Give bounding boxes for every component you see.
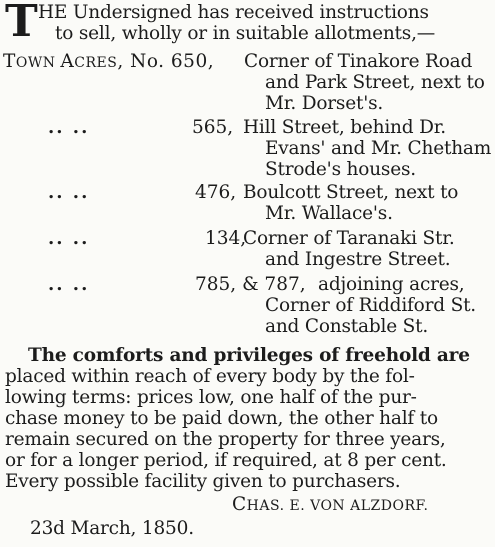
lot-565-line-3: Strode's houses. [265, 159, 416, 180]
terms-line-5: remain secured on the property for three years, [5, 429, 446, 450]
signature: CHAS. E. VON ALZDORF. [232, 494, 429, 515]
lot-number: 785, & 787, [195, 274, 306, 295]
lot-number: 134, [205, 228, 247, 249]
lot-785-line-1: adjoining acres, [318, 274, 465, 295]
town-acres-label: TOWN ACRES, No. 650, [3, 51, 215, 72]
lot-476-line-1: Boulcott Street, next to [243, 182, 459, 203]
lot-476-line-2: Mr. Wallace's. [265, 203, 393, 224]
lot-134-line-2: and Ingestre Street. [265, 249, 451, 270]
terms-line-3: lowing terms: prices low, one half of the pur- [5, 387, 417, 408]
lot-565-line-2: Evans' and Mr. Chetham [265, 138, 492, 159]
terms-line-6: or for a longer period, if required, at 8 per cent. [5, 450, 447, 471]
lot-650-line-1: Corner of Tinakore Road [244, 51, 473, 72]
lot-650-line-2: and Park Street, next to [265, 72, 485, 93]
lot-134-line-1: Corner of Taranaki Str. [243, 228, 455, 249]
terms-line-7: Every possible facility given to purchasers. [5, 471, 401, 492]
intro-line-2: to sell, wholly or in suitable allotments,— [55, 23, 436, 44]
ditto-marks: .. .. [48, 228, 90, 249]
ditto-marks: .. .. [48, 182, 90, 203]
lot-785-line-3: and Constable St. [265, 316, 429, 337]
lot-number: 476, [195, 182, 237, 203]
terms-line-2: placed within reach of every body by the fol- [5, 366, 415, 387]
terms-line-1: The comforts and privileges of freehold are [28, 345, 470, 366]
terms-line-4: chase money to be paid down, the other half to [5, 408, 438, 429]
lot-565-line-1: Hill Street, behind Dr. [243, 117, 446, 138]
ditto-marks: .. .. [48, 117, 90, 138]
date-line: 23d March, 1850. [30, 518, 194, 539]
lot-650-line-3: Mr. Dorset's. [265, 93, 384, 114]
drop-cap: T [5, 0, 38, 47]
intro-line-1: HE Undersigned has received instructions [38, 2, 429, 23]
ditto-marks: .. .. [48, 274, 90, 295]
lot-785-line-2: Corner of Riddiford St. [265, 295, 476, 316]
lot-number: 565, [192, 117, 234, 138]
